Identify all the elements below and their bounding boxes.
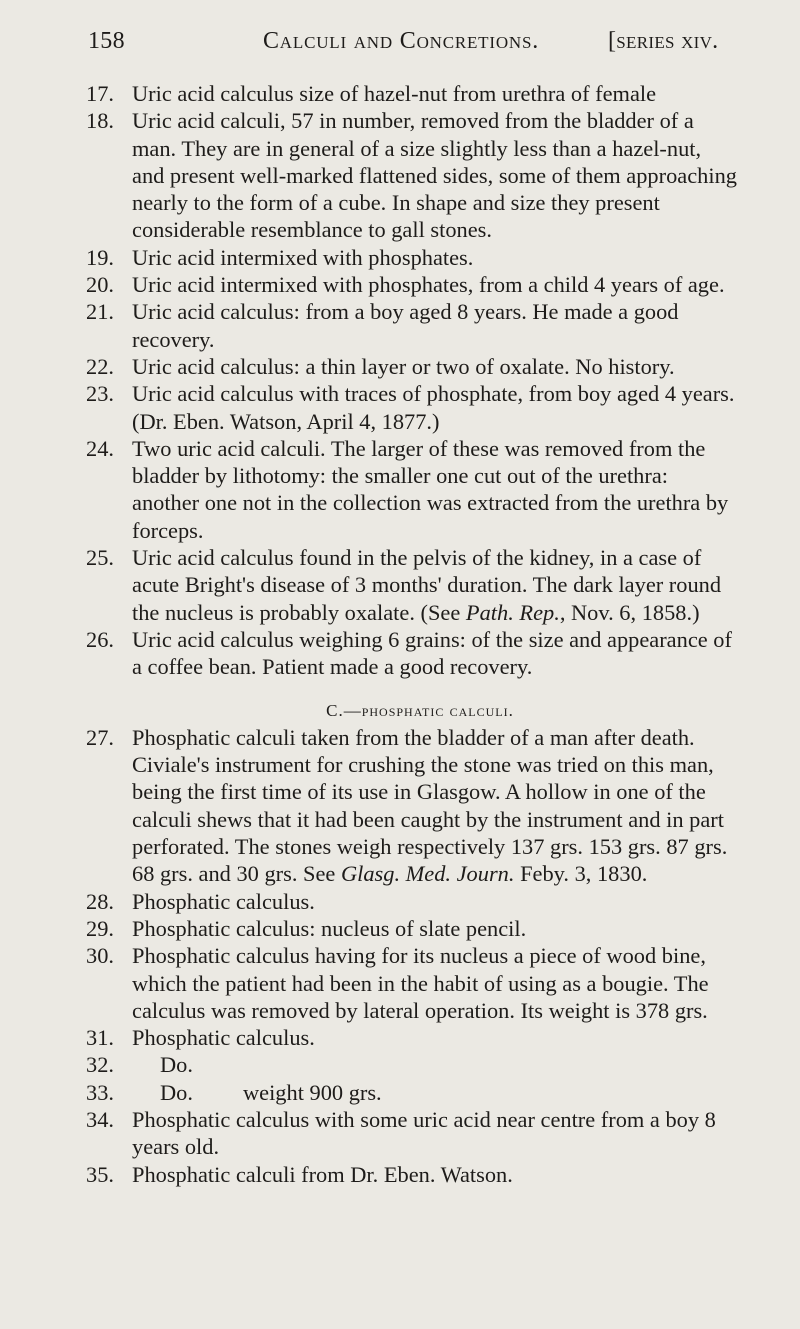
entry-text: Phosphatic calculus: nucleus of slate pencil. [132, 915, 527, 941]
ditto-mark: Do. [160, 1079, 193, 1105]
catalogue-entry [0, 1024, 800, 1051]
entry-text: Phosphatic calculus with some uric acid near centre from a boy 8 years old. [132, 1106, 716, 1160]
entry-number: 34. [86, 1106, 114, 1132]
entry-number: 26. [86, 626, 114, 652]
catalogue-entry [0, 298, 800, 353]
entry-number: 24. [86, 435, 114, 461]
entry-text: Phosphatic calculus. [132, 888, 315, 914]
entry-number: 18. [86, 108, 114, 134]
catalogue-entry [0, 80, 800, 107]
entry-number: 25. [86, 545, 114, 571]
catalogue-entry [0, 1079, 800, 1106]
entry-text: Phosphatic calculus. [132, 1025, 315, 1051]
catalogue-entry [0, 915, 800, 942]
entry-number: 27. [86, 724, 114, 750]
series-label: [series xiv. [608, 28, 719, 54]
section-heading [0, 697, 800, 724]
entry-number: 20. [86, 272, 114, 298]
catalogue-entry [0, 1106, 800, 1161]
catalogue-entry [0, 1051, 800, 1078]
page-number: 158 [88, 28, 125, 54]
entry-number: 30. [86, 943, 114, 969]
catalogue-entry [0, 724, 800, 888]
entry-number: 23. [86, 381, 114, 407]
catalogue-entry [0, 244, 800, 271]
entry-text: Uric acid calculus: from a boy aged 8 years. He made a good recovery. [132, 299, 679, 352]
catalogue-entry [0, 1161, 800, 1188]
entry-text: Phosphatic calculi from Dr. Eben. Watson. [132, 1161, 513, 1187]
catalogue-entry [0, 380, 800, 435]
section-letter: C.— [326, 700, 362, 720]
catalogue-entry [0, 626, 800, 681]
entry-text: Two uric acid calculi. The larger of these was removed from the bladder by lithotomy: the smaller one cut out of the urethra: another one not in the collection was extracted from the urethra by forceps. [132, 435, 729, 543]
catalogue-entries [0, 80, 800, 1188]
entry-text: Uric acid calculus with traces of phosphate, from boy aged 4 years. (Dr. Eben. Watson, April 4, 1877.) [132, 381, 735, 434]
section-title: phosphatic calculi. [361, 700, 514, 720]
entry-number: 28. [86, 888, 114, 914]
entry-text [132, 544, 738, 626]
entry-weight: weight 900 grs. [242, 1079, 382, 1105]
catalogue-entry [0, 271, 800, 298]
entry-number: 35. [86, 1161, 114, 1187]
entry-text-part: Uric acid calculus found in the pelvis of the kidney, in a case of acute Bright's disease of 3 months' duration. The dark layer round the nucleus is probably oxalate. (See [132, 545, 722, 625]
running-title: Calculi and Concretions. [263, 28, 540, 54]
catalogue-entry [0, 353, 800, 380]
entry-text: Uric acid calculus weighing 6 grains: of the size and appearance of a coffee bean. Patient made a good recovery. [132, 626, 732, 680]
citation-italic: Path. Rep. [465, 599, 560, 625]
entry-number: 29. [86, 915, 114, 941]
entry-text [132, 1079, 738, 1106]
entry-text: Uric acid calculus: a thin layer or two of oxalate. No history. [132, 353, 675, 379]
catalogue-entry [0, 888, 800, 915]
entry-number: 31. [86, 1025, 114, 1051]
catalogue-entry [0, 544, 800, 626]
page-header [88, 28, 738, 58]
entry-text: Uric acid calculus size of hazel-nut from urethra of female [132, 81, 657, 106]
entry-number: 32. [86, 1052, 114, 1078]
entry-number: 19. [86, 244, 114, 270]
catalogue-entry [0, 435, 800, 544]
entry-number: 17. [86, 81, 114, 106]
entry-text-part: , Nov. 6, 1858.) [559, 599, 700, 625]
entry-text: Phosphatic calculus having for its nucleus a piece of wood bine, which the patient had been in the habit of using as a bougie. The calculus was removed by lateral operation. Its weight is 378 grs. [132, 943, 709, 1023]
catalogue-entry [0, 107, 800, 243]
entry-text-part: Feby. 3, 1830. [514, 861, 648, 887]
entry-text: Uric acid intermixed with phosphates, from a child 4 years of age. [132, 272, 725, 298]
entry-text-part: Phosphatic calculi taken from the bladder of a man after death. Civiale's instrument for crushing the stone was tried on this man, being the first time of its use in Glasgow. A hollow in one of the calculi shews that it had been caught by the instrument and in part perforated. The stones weigh respectively 137 grs. 153 grs. 87 grs. 68 grs. and 30 grs. See [132, 724, 728, 887]
citation-italic: Glasg. Med. Journ. [340, 861, 515, 887]
entry-number: 22. [86, 353, 114, 379]
entry-number: 33. [86, 1079, 114, 1105]
entry-text: Uric acid calculi, 57 in number, removed from the bladder of a man. They are in general of a size slightly less than a hazel-nut, and present well-marked flattened sides, some of them approaching nearly to the form of a cube. In shape and size they present considerable resemblance to gall stones. [132, 108, 737, 243]
entry-text: Uric acid intermixed with phosphates. [132, 244, 474, 270]
entry-text: Do. [160, 1052, 193, 1078]
entry-number: 21. [86, 299, 114, 325]
entry-text [132, 724, 738, 888]
catalogue-entry [0, 942, 800, 1024]
